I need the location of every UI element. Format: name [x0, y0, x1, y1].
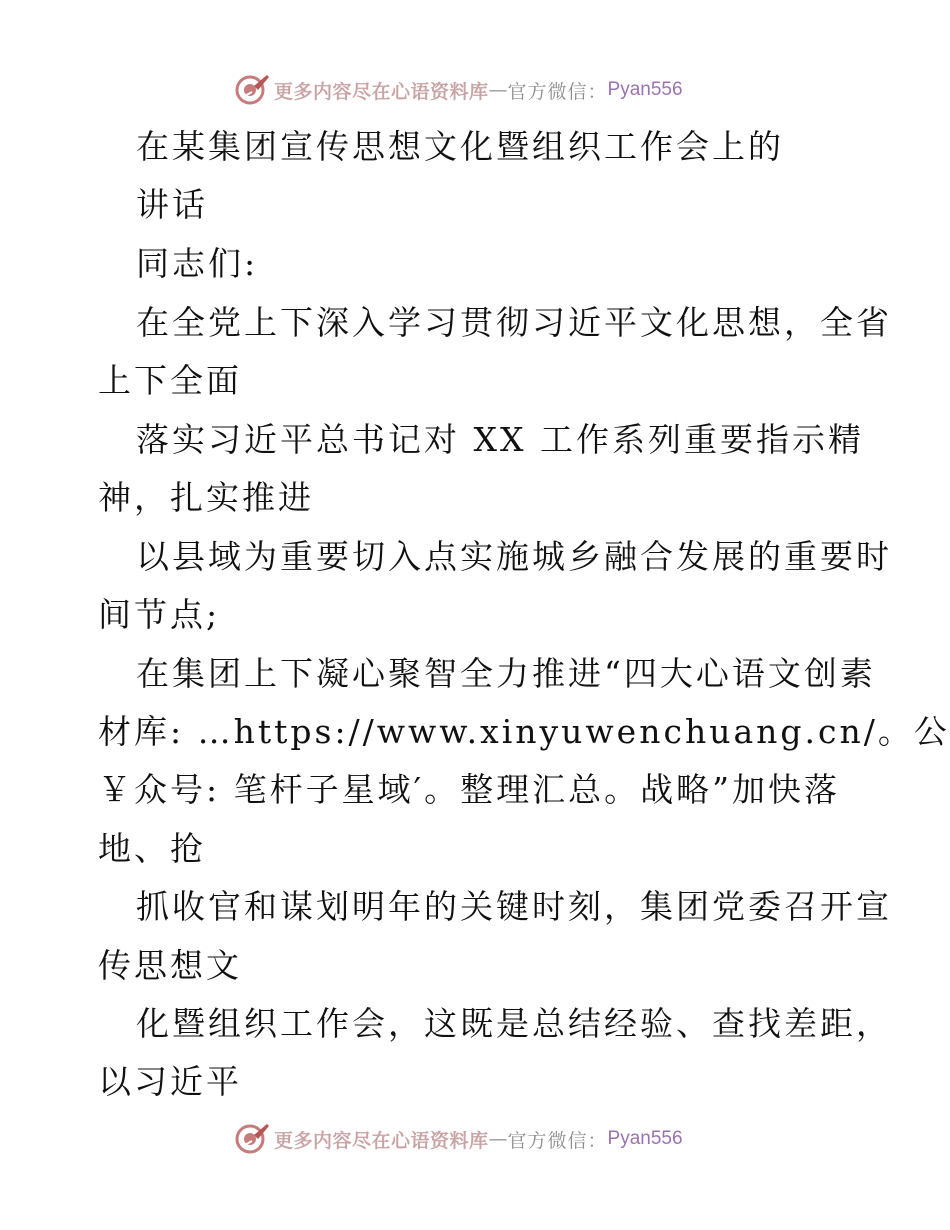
banner-wechat-label: 官方微信：	[507, 80, 608, 103]
text-line: 化暨组织工作会，这既是总结经验、查找差距，	[136, 1004, 892, 1043]
pen-logo-icon	[234, 1121, 270, 1157]
pen-logo-icon	[234, 72, 270, 108]
text-line-with-url: 材库: …https://www.xinyuwenchuang.cn/。公	[98, 712, 950, 751]
text-line: 以习近平	[98, 1062, 242, 1101]
text-line: 落实习近平总书记对 XX 工作系列重要指示精	[136, 420, 864, 459]
salutation: 同志们:	[136, 244, 259, 283]
text-line: 间节点;	[98, 595, 221, 634]
banner-wechat-id: Pyan556	[607, 1128, 683, 1149]
banner-text: 更多内容尽在心语资料库	[274, 1129, 489, 1152]
banner-wechat-label: 官方微信：	[507, 1129, 608, 1152]
text-line: 以县域为重要切入点实施城乡融合发展的重要时	[136, 537, 892, 576]
title-line-1: 在某集团宣传思想文化暨组织工作会上的	[136, 127, 784, 166]
text-line: 上下全面	[98, 361, 242, 400]
text-line: 传思想文	[98, 946, 242, 985]
banner-dash: —	[488, 79, 508, 101]
text-line: ￥众号: 笔杆子星域′。整理汇总。战略”加快落	[98, 770, 840, 809]
text-line: 在集团上下凝心聚智全力推进“四大心语文创素	[136, 654, 876, 693]
text-line: 在全党上下深入学习贯彻习近平文化思想，全省	[136, 303, 892, 342]
banner-text: 更多内容尽在心语资料库	[274, 80, 489, 103]
text-line: 抓收官和谋划明年的关键时刻，集团党委召开宣	[136, 887, 892, 926]
header-watermark-banner	[234, 70, 734, 110]
text-line: 神，扎实推进	[98, 478, 314, 517]
title-line-2: 讲话	[136, 185, 208, 224]
footer-watermark-banner	[234, 1119, 734, 1159]
text-line: 地、抢	[98, 829, 206, 868]
banner-dash: —	[488, 1128, 508, 1150]
banner-wechat-id: Pyan556	[607, 79, 683, 100]
